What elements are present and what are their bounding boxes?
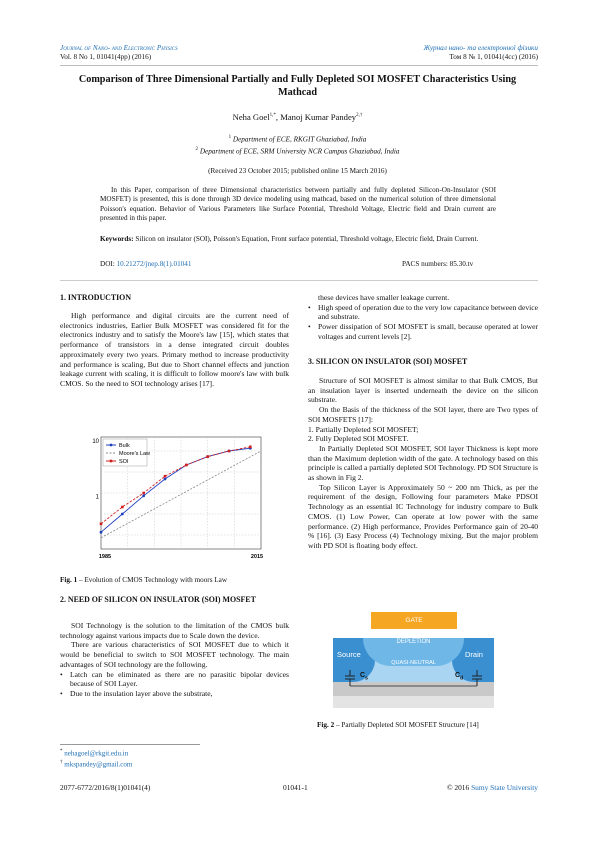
data-point-soi: [206, 455, 209, 458]
y-tick-label: 1: [95, 494, 99, 501]
drain-label: Drain: [465, 650, 483, 659]
footnote-1-email[interactable]: nehagoel@rkgit.edu.in: [64, 749, 129, 758]
journal-name[interactable]: Journal of Nano- and Electronic Physics: [60, 44, 178, 52]
footer-copyright: [447, 783, 538, 792]
fig1-label: Fig. 1: [60, 576, 78, 584]
capacitor-cd-icon: [472, 670, 482, 686]
data-point-soi: [228, 450, 231, 453]
section-1-paragraph: High performance and digital circuits are the current need of electronics industries, Earlier Bulk MOSFET was considered fit for the electronics industry and to satisfy the Moore's law [15], which states that performance of transistors in a dense integrated circuit doubles approximately every two years. Primary method to increase productivity and performance is scaling, But due to Short channel effects and junction leakage current with scaling, it is difficult to follow moore's law with bulk CMOS. So the need to SOI technology arises [17].: [60, 311, 289, 388]
section-3-list-item: 1. Partially Depleted SOI MOSFET;: [308, 424, 419, 434]
cs-subscript: s: [365, 675, 368, 682]
data-point-bulk: [164, 478, 167, 481]
x-tick-label: 1985: [98, 554, 112, 560]
fig2-caption-text: – Partially Depleted SOI MOSFET Structure [14]: [334, 721, 479, 729]
affiliation-1: Department of ECE, RKGIT Ghaziabad, India: [232, 135, 367, 144]
footer-issn: 2077-6772/2016/8(1)01041(4): [60, 783, 151, 792]
paper-title: Comparison of Three Dimensional Partially and Fully Depleted SOI MOSFET Characteristics Using Mathcad: [78, 74, 517, 98]
author-1: Neha Goel: [232, 112, 270, 122]
journal-header-left: [60, 44, 178, 62]
data-point-soi: [185, 464, 188, 467]
x-tick-label: 2015: [250, 554, 264, 560]
footnote-2-mark: †: [60, 760, 63, 766]
data-point-bulk: [142, 494, 145, 497]
section-2-paragraph-1: SOI Technology is the solution to the limitation of the CMOS bulk technology against various impacts due to Scale down the device.: [60, 621, 289, 640]
affiliation-2: Department of ECE, SRM University NCR Campus Ghaziabad, India: [199, 147, 400, 156]
keywords: [100, 235, 496, 244]
data-point-soi: [142, 492, 145, 495]
fig1-chart: [87, 432, 267, 567]
section-3-paragraph-2: On the Basis of the thickness of the SOI layer, there are Two types of SOI MOSFETS [17]:: [308, 405, 538, 424]
legend-label: Moore's Law: [119, 451, 151, 457]
author-2-sup: 2,†: [356, 113, 363, 119]
aff1-number: 1: [228, 135, 232, 140]
capacitor-cs-icon: [345, 670, 355, 686]
fig2-structure: [333, 612, 494, 712]
gate-region: GATE: [371, 612, 457, 629]
data-point-soi: [121, 506, 124, 509]
depletion-label: DEPLETION: [396, 639, 431, 645]
bullet-item: • Due to the insulation layer above the substrate,: [60, 689, 289, 699]
journal-name-ua[interactable]: Журнал нано- та електронної фізики: [423, 44, 538, 52]
fig1-caption: [60, 576, 227, 585]
abstract-rule: [60, 280, 538, 281]
data-point-soi: [164, 475, 167, 478]
right-column-top: [308, 293, 538, 342]
bullet-item: • High speed of operation due to the very low capacitance between device and substrate.: [308, 303, 538, 322]
doi-label: DOI:: [100, 260, 115, 268]
footnote-rule: [60, 744, 200, 745]
abstract: In this Paper, comparison of three Dimensional characteristics between partially and fully depleted Silicon-On-Insulator (SOI MOSFET) is presented, this is done through 3D device modeling using mathcad, based on the numerical solution of three dimensional Poisson's equation. Behavior of Various Parameters like Surface Potential, Threshold Voltage, Electric field and Drain current are presented in this paper.: [100, 186, 496, 222]
legend-marker: [110, 444, 113, 447]
journal-volume-ua: Том 8 № 1, 01041(4cc) (2016): [449, 53, 538, 61]
section-3-body: [308, 376, 538, 551]
aff2-number: 2: [195, 146, 199, 152]
cs-letter: C: [360, 672, 366, 679]
y-tick-label: 10: [92, 439, 99, 445]
section-2-paragraph-2: There are various characteristics of SOI MOSFET due to which it would be beneficial to switch to SOI MOSFET technology. The main advantages of SOI technology are the following.: [60, 640, 289, 669]
fig1-caption-text: – Evolution of CMOS Technology with moors Law: [77, 576, 228, 584]
received-dates: (Received 23 October 2015; published online 15 March 2016): [208, 167, 387, 175]
doi: [100, 260, 191, 269]
affiliations: [60, 133, 535, 156]
legend-marker: [110, 460, 113, 463]
bullet-item: • Power dissipation of SOI MOSFET is small, because operated at lower voltages and current levels [2].: [308, 322, 538, 341]
section-3-paragraph-1: Structure of SOI MOSFET is almost similar to that Bulk CMOS, But an insulation layer is inserted underneath the device on the silicon substrate.: [308, 376, 538, 405]
pacs-numbers: PACS numbers: 85.30.tv: [402, 260, 474, 268]
legend-label: Bulk: [119, 443, 130, 449]
source-label: Source: [337, 650, 361, 659]
capacitor-symbols: [333, 612, 494, 712]
section-1-title: 1. INTRODUCTION: [60, 293, 132, 302]
section-3-title: 3. SILICON ON INSULATOR (SOI) MOSFET: [308, 357, 468, 366]
data-point-bulk: [121, 513, 124, 516]
keywords-text: Silicon on insulator (SOI), Poisson's Equation, Front surface potential, Threshold voltage, Electric field, Drain Current.: [135, 235, 479, 243]
header-rule: [60, 65, 538, 66]
footnote-1-mark: *: [60, 749, 63, 754]
legend-label: SOI: [119, 459, 129, 465]
fig2-caption: [317, 721, 479, 730]
footer-page: 01041-1: [283, 783, 308, 792]
university-link[interactable]: Sumy State University: [471, 783, 538, 792]
author-1-sup: 1,*: [269, 113, 276, 119]
section-1-body: [60, 311, 289, 389]
journal-volume: Vol. 8 No 1, 01041(4pp) (2016): [60, 53, 152, 61]
author-2: , Manoj Kumar Pandey: [275, 112, 357, 122]
section-3-paragraph-4: Top Silicon Layer is Approximately 50 ~ 200 nm Thick, as per the requirement of the design, Following four parameters Make PDSOI Technology as an essential IC Technology for industry compare to Bulk CMOS. (1) Low Power, Can operate at low power with the same performance. (2) High performance, Provides Performance gain of 20-40 % [16]. (3) Easy Process (4) Technology mixing. But the major problem with PD SOI is floating body effect.: [308, 482, 538, 550]
footnotes: [60, 747, 132, 770]
keywords-label: Keywords:: [100, 235, 134, 243]
copyright-text: © 2016: [446, 783, 470, 792]
section-2-title: 2. NEED OF SILICON ON INSULATOR (SOI) MOSFET: [60, 595, 256, 604]
fig2-label: Fig. 2: [317, 721, 335, 729]
bullet-item: • Latch can be eliminated as there are no parasitic bipolar devices because of SOI Layer.: [60, 670, 289, 689]
footnote-2-email[interactable]: mkspandey@gmail.com: [64, 760, 133, 769]
data-point-soi: [249, 446, 252, 449]
section-2-body: [60, 621, 289, 699]
cd-subscript: d: [460, 675, 464, 682]
authors: [60, 112, 535, 122]
section-3-paragraph-3: In Partially Depleted SOI MOSFET, SOI layer Thickness is kept more than the Maximum depletion width of the gate. A technology based on this principle is called a partially depleted SOI Technology. PD SOI Structure is as shown in Fig 2.: [308, 443, 538, 483]
cd-letter: C: [455, 672, 461, 679]
continued-text: these devices have smaller leakage current.: [318, 293, 450, 302]
data-point-bulk: [100, 531, 103, 534]
doi-link[interactable]: 10.21272/jnep.8(1).01041: [116, 260, 192, 268]
journal-header-right: [424, 44, 538, 62]
data-point-soi: [100, 523, 103, 526]
quasi-neutral-label: QUASI-NEUTRAL: [391, 660, 436, 666]
section-3-list-item: 2. Fully Depleted SOI MOSFET.: [308, 434, 409, 444]
